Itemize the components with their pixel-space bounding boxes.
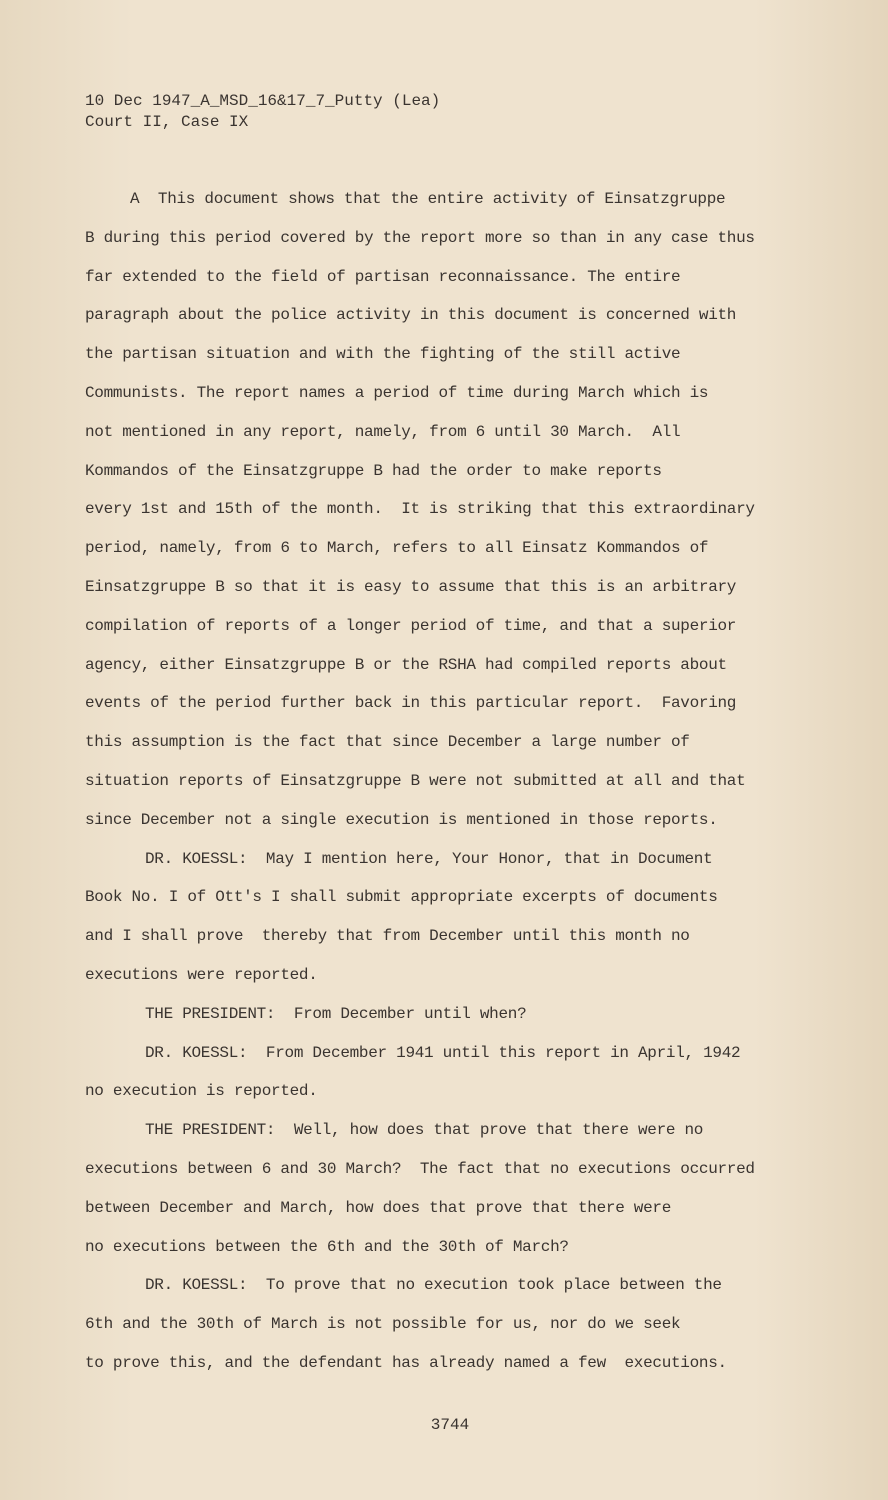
body-line: period, namely, from 6 to March, refers to all Einsatz Kommandos of	[85, 539, 709, 558]
body-line: Communists. The report names a period of time during March which is	[85, 384, 709, 402]
body-line: Kommandos of the Einsatzgruppe B had the order to make reports	[85, 461, 662, 480]
speaker-line: DR. KOESSL: To prove that no execution took place between the	[145, 1276, 722, 1295]
body-line: Book No. I of Ott's I shall submit appropriate excerpts of documents	[85, 888, 718, 907]
header-line-court: Court II, Case IX	[85, 113, 249, 131]
header-line-date: 10 Dec 1947_A_MSD_16&17_7_Putty (Lea)	[85, 92, 441, 110]
body-line: 6th and the 30th of March is not possible for us, nor do we seek	[85, 1315, 681, 1334]
body-line: the partisan situation and with the fighting of the still active	[85, 345, 681, 364]
speaker-line: THE PRESIDENT: Well, how does that prove that there were no	[145, 1121, 704, 1140]
speaker-line: THE PRESIDENT: From December until when?	[145, 1004, 527, 1023]
body-line: compilation of reports of a longer period of time, and that a superior	[85, 616, 737, 635]
speaker-line: DR. KOESSL: From December 1941 until this report in April, 1942	[145, 1043, 741, 1062]
body-line: Einsatzgruppe B so that it is easy to assume that this is an arbitrary	[85, 578, 737, 596]
page-number: 3744	[430, 1416, 470, 1434]
body-line: paragraph about the police activity in this document is concerned with	[85, 306, 737, 325]
body-line: every 1st and 15th of the month. It is striking that this extraordinary	[85, 500, 755, 519]
body-line: this assumption is the fact that since December a large number of	[85, 733, 690, 752]
speaker-line: DR. KOESSL: May I mention here, Your Honor, that in Document	[145, 849, 713, 868]
body-line: agency, either Einsatzgruppe B or the RSHA had compiled reports about	[85, 655, 727, 674]
body-line: to prove this, and the defendant has already named a few executions.	[85, 1354, 727, 1372]
body-line: and I shall prove thereby that from December until this month no	[85, 927, 690, 946]
body-line: executions between 6 and 30 March? The fact that no executions occurred	[85, 1160, 755, 1178]
body-line: since December not a single execution is mentioned in those reports.	[85, 810, 718, 829]
body-line: far extended to the field of partisan reconnaissance. The entire	[85, 267, 681, 286]
body-line: situation reports of Einsatzgruppe B were not submitted at all and that	[85, 772, 746, 790]
body-line: not mentioned in any report, namely, from 6 until 30 March. All	[85, 422, 681, 441]
body-line: no executions between the 6th and the 30th of March?	[85, 1237, 569, 1256]
body-line: no execution is reported.	[85, 1082, 318, 1101]
body-line: B during this period covered by the report more so than in any case thus	[85, 228, 755, 247]
body-line: between December and March, how does that prove that there were	[85, 1198, 671, 1217]
body-line: A This document shows that the entire activity of Einsatzgruppe	[130, 190, 726, 208]
body-line: events of the period further back in this particular report. Favoring	[85, 694, 737, 713]
body-line: executions were reported.	[85, 966, 318, 984]
